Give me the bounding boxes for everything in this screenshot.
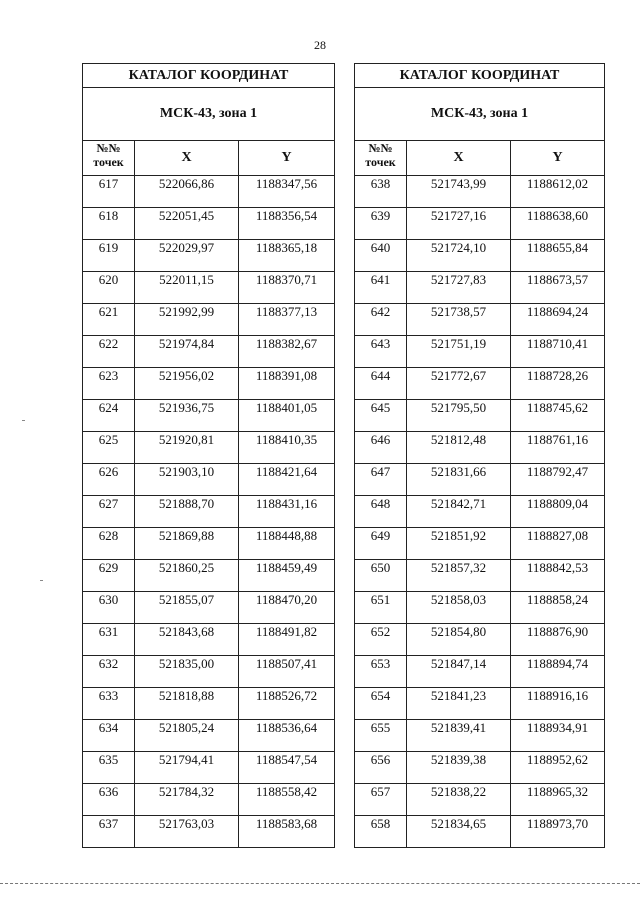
table-row — [83, 688, 335, 720]
coordinate-catalog-right — [354, 63, 605, 848]
x-coordinate-cell: 521834,65 — [407, 816, 511, 848]
point-number-cell: 619 — [83, 240, 135, 272]
y-coordinate-cell: 1188448,88 — [239, 528, 335, 560]
table-row — [83, 208, 335, 240]
x-coordinate-cell: 521956,02 — [135, 368, 239, 400]
y-coordinate-cell: 1188934,91 — [511, 720, 605, 752]
point-number-cell: 649 — [355, 528, 407, 560]
point-number-cell: 646 — [355, 432, 407, 464]
table-row — [355, 528, 605, 560]
table-row — [83, 304, 335, 336]
point-number-header-line2: точек — [365, 155, 396, 169]
point-number-cell: 642 — [355, 304, 407, 336]
table-row — [83, 720, 335, 752]
x-coordinate-cell: 521838,22 — [407, 784, 511, 816]
y-coordinate-cell: 1188507,41 — [239, 656, 335, 688]
table-row — [83, 560, 335, 592]
point-number-header — [83, 141, 135, 176]
point-number-cell: 654 — [355, 688, 407, 720]
x-coordinate-cell: 521842,71 — [407, 496, 511, 528]
point-number-cell: 648 — [355, 496, 407, 528]
y-coordinate-cell: 1188365,18 — [239, 240, 335, 272]
x-coordinate-cell: 521751,19 — [407, 336, 511, 368]
y-coordinate-cell: 1188470,20 — [239, 592, 335, 624]
page-number: 28 — [314, 38, 326, 52]
x-coordinate-cell: 521903,10 — [135, 464, 239, 496]
x-coordinate-cell: 521974,84 — [135, 336, 239, 368]
y-coordinate-cell: 1188792,47 — [511, 464, 605, 496]
table-row — [355, 176, 605, 208]
point-number-cell: 631 — [83, 624, 135, 656]
catalog-title: КАТАЛОГ КООРДИНАТ — [355, 64, 605, 88]
x-coordinate-cell: 521992,99 — [135, 304, 239, 336]
point-number-cell: 625 — [83, 432, 135, 464]
catalog-body — [83, 176, 335, 848]
x-header: X — [407, 141, 511, 176]
y-coordinate-cell: 1188761,16 — [511, 432, 605, 464]
table-row — [355, 336, 605, 368]
y-coordinate-cell: 1188876,90 — [511, 624, 605, 656]
x-coordinate-cell: 521794,41 — [135, 752, 239, 784]
y-header: Y — [239, 141, 335, 176]
table-row — [355, 624, 605, 656]
y-coordinate-cell: 1188401,05 — [239, 400, 335, 432]
table-row — [355, 720, 605, 752]
table-row — [83, 656, 335, 688]
point-number-cell: 638 — [355, 176, 407, 208]
y-coordinate-cell: 1188916,16 — [511, 688, 605, 720]
y-coordinate-cell: 1188827,08 — [511, 528, 605, 560]
x-coordinate-cell: 521936,75 — [135, 400, 239, 432]
point-number-cell: 644 — [355, 368, 407, 400]
y-coordinate-cell: 1188858,24 — [511, 592, 605, 624]
point-number-cell: 636 — [83, 784, 135, 816]
y-coordinate-cell: 1188894,74 — [511, 656, 605, 688]
point-number-cell: 632 — [83, 656, 135, 688]
y-coordinate-cell: 1188377,13 — [239, 304, 335, 336]
point-number-cell: 643 — [355, 336, 407, 368]
point-number-cell: 618 — [83, 208, 135, 240]
y-coordinate-cell: 1188459,49 — [239, 560, 335, 592]
point-number-cell: 623 — [83, 368, 135, 400]
catalog-zone: МСК-43, зона 1 — [355, 88, 605, 141]
point-number-cell: 645 — [355, 400, 407, 432]
y-coordinate-cell: 1188745,62 — [511, 400, 605, 432]
y-coordinate-cell: 1188694,24 — [511, 304, 605, 336]
table-row — [83, 784, 335, 816]
point-number-cell: 658 — [355, 816, 407, 848]
point-number-cell: 647 — [355, 464, 407, 496]
y-coordinate-cell: 1188728,26 — [511, 368, 605, 400]
y-coordinate-cell: 1188382,67 — [239, 336, 335, 368]
point-number-header-line2: точек — [93, 155, 124, 169]
x-coordinate-cell: 521727,16 — [407, 208, 511, 240]
y-coordinate-cell: 1188583,68 — [239, 816, 335, 848]
x-coordinate-cell: 521855,07 — [135, 592, 239, 624]
x-coordinate-cell: 522051,45 — [135, 208, 239, 240]
y-coordinate-cell: 1188710,41 — [511, 336, 605, 368]
x-coordinate-cell: 521839,41 — [407, 720, 511, 752]
table-row — [355, 656, 605, 688]
point-number-header-line1: №№ — [368, 141, 393, 155]
point-number-cell: 641 — [355, 272, 407, 304]
point-number-cell: 629 — [83, 560, 135, 592]
y-coordinate-cell: 1188370,71 — [239, 272, 335, 304]
table-row — [355, 592, 605, 624]
table-row — [355, 464, 605, 496]
point-number-cell: 624 — [83, 400, 135, 432]
y-header: Y — [511, 141, 605, 176]
y-coordinate-cell: 1188356,54 — [239, 208, 335, 240]
x-coordinate-cell: 521805,24 — [135, 720, 239, 752]
point-number-cell: 630 — [83, 592, 135, 624]
table-row — [83, 368, 335, 400]
x-coordinate-cell: 522066,86 — [135, 176, 239, 208]
point-number-header-line1: №№ — [96, 141, 121, 155]
table-row — [355, 240, 605, 272]
x-coordinate-cell: 521818,88 — [135, 688, 239, 720]
table-row — [355, 208, 605, 240]
x-coordinate-cell: 521860,25 — [135, 560, 239, 592]
x-coordinate-cell: 521888,70 — [135, 496, 239, 528]
point-number-header — [355, 141, 407, 176]
table-row — [83, 464, 335, 496]
table-row — [83, 752, 335, 784]
point-number-cell: 652 — [355, 624, 407, 656]
point-number-cell: 634 — [83, 720, 135, 752]
x-coordinate-cell: 522011,15 — [135, 272, 239, 304]
y-coordinate-cell: 1188558,42 — [239, 784, 335, 816]
table-row — [83, 816, 335, 848]
catalog-title: КАТАЛОГ КООРДИНАТ — [83, 64, 335, 88]
scan-speck — [22, 420, 25, 421]
y-coordinate-cell: 1188673,57 — [511, 272, 605, 304]
point-number-cell: 655 — [355, 720, 407, 752]
x-coordinate-cell: 521772,67 — [407, 368, 511, 400]
point-number-cell: 620 — [83, 272, 135, 304]
x-coordinate-cell: 521857,32 — [407, 560, 511, 592]
x-coordinate-cell: 521743,99 — [407, 176, 511, 208]
y-coordinate-cell: 1188526,72 — [239, 688, 335, 720]
table-row — [355, 400, 605, 432]
y-coordinate-cell: 1188391,08 — [239, 368, 335, 400]
table-row — [355, 752, 605, 784]
point-number-cell: 622 — [83, 336, 135, 368]
x-coordinate-cell: 521812,48 — [407, 432, 511, 464]
x-coordinate-cell: 521738,57 — [407, 304, 511, 336]
x-coordinate-cell: 521839,38 — [407, 752, 511, 784]
table-row — [355, 784, 605, 816]
table-row — [355, 304, 605, 336]
table-row — [355, 496, 605, 528]
point-number-cell: 650 — [355, 560, 407, 592]
x-coordinate-cell: 521843,68 — [135, 624, 239, 656]
x-coordinate-cell: 521869,88 — [135, 528, 239, 560]
y-coordinate-cell: 1188347,56 — [239, 176, 335, 208]
table-row — [83, 592, 335, 624]
table-row — [83, 272, 335, 304]
table-row — [355, 272, 605, 304]
point-number-cell: 653 — [355, 656, 407, 688]
point-number-cell: 640 — [355, 240, 407, 272]
point-number-cell: 656 — [355, 752, 407, 784]
scan-speck — [40, 580, 43, 581]
table-row — [83, 400, 335, 432]
y-coordinate-cell: 1188809,04 — [511, 496, 605, 528]
x-coordinate-cell: 521724,10 — [407, 240, 511, 272]
x-coordinate-cell: 522029,97 — [135, 240, 239, 272]
table-row — [83, 496, 335, 528]
table-row — [355, 560, 605, 592]
table-row — [83, 240, 335, 272]
catalog-body — [355, 176, 605, 848]
x-coordinate-cell: 521851,92 — [407, 528, 511, 560]
x-coordinate-cell: 521841,23 — [407, 688, 511, 720]
point-number-cell: 657 — [355, 784, 407, 816]
point-number-cell: 628 — [83, 528, 135, 560]
x-coordinate-cell: 521847,14 — [407, 656, 511, 688]
x-coordinate-cell: 521920,81 — [135, 432, 239, 464]
x-coordinate-cell: 521831,66 — [407, 464, 511, 496]
y-coordinate-cell: 1188612,02 — [511, 176, 605, 208]
table-row — [355, 368, 605, 400]
point-number-cell: 633 — [83, 688, 135, 720]
y-coordinate-cell: 1188842,53 — [511, 560, 605, 592]
table-row — [355, 816, 605, 848]
x-coordinate-cell: 521854,80 — [407, 624, 511, 656]
table-row — [355, 688, 605, 720]
x-coordinate-cell: 521795,50 — [407, 400, 511, 432]
y-coordinate-cell: 1188491,82 — [239, 624, 335, 656]
point-number-cell: 617 — [83, 176, 135, 208]
point-number-cell: 635 — [83, 752, 135, 784]
y-coordinate-cell: 1188973,70 — [511, 816, 605, 848]
x-coordinate-cell: 521858,03 — [407, 592, 511, 624]
point-number-cell: 651 — [355, 592, 407, 624]
table-row — [83, 432, 335, 464]
y-coordinate-cell: 1188638,60 — [511, 208, 605, 240]
point-number-cell: 621 — [83, 304, 135, 336]
coordinate-catalog-left — [82, 63, 335, 848]
point-number-cell: 639 — [355, 208, 407, 240]
y-coordinate-cell: 1188965,32 — [511, 784, 605, 816]
point-number-cell: 627 — [83, 496, 135, 528]
y-coordinate-cell: 1188431,16 — [239, 496, 335, 528]
table-row — [83, 336, 335, 368]
x-header: X — [135, 141, 239, 176]
table-row — [83, 176, 335, 208]
y-coordinate-cell: 1188421,64 — [239, 464, 335, 496]
table-row — [355, 432, 605, 464]
x-coordinate-cell: 521763,03 — [135, 816, 239, 848]
y-coordinate-cell: 1188655,84 — [511, 240, 605, 272]
y-coordinate-cell: 1188410,35 — [239, 432, 335, 464]
catalog-zone: МСК-43, зона 1 — [83, 88, 335, 141]
y-coordinate-cell: 1188952,62 — [511, 752, 605, 784]
y-coordinate-cell: 1188547,54 — [239, 752, 335, 784]
point-number-cell: 626 — [83, 464, 135, 496]
table-row — [83, 528, 335, 560]
table-row — [83, 624, 335, 656]
y-coordinate-cell: 1188536,64 — [239, 720, 335, 752]
scan-edge-line — [0, 883, 640, 884]
x-coordinate-cell: 521784,32 — [135, 784, 239, 816]
x-coordinate-cell: 521727,83 — [407, 272, 511, 304]
x-coordinate-cell: 521835,00 — [135, 656, 239, 688]
point-number-cell: 637 — [83, 816, 135, 848]
